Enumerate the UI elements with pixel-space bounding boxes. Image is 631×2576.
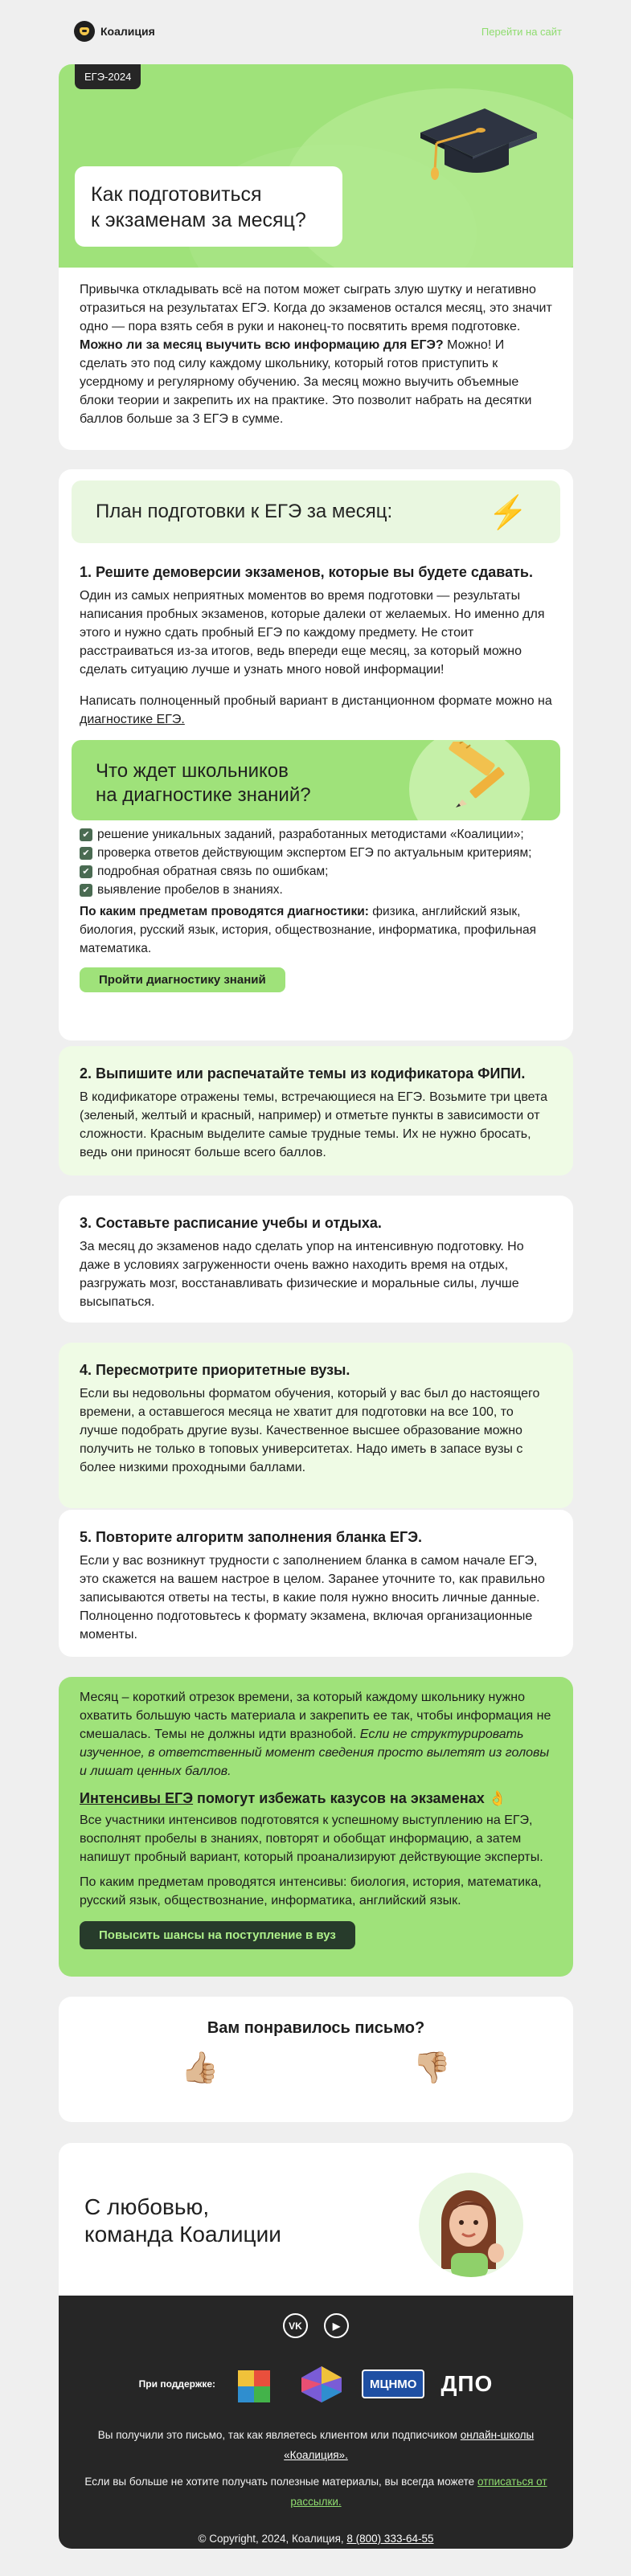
- list-item: ✔ выявление пробелов в знаниях.: [80, 881, 552, 899]
- koala-logo-icon: [74, 21, 95, 42]
- step4-card: [59, 1343, 573, 1508]
- footer: [59, 2296, 573, 2549]
- intensive-text: Все участники интенсивов подготовятся к успешному выступлению на ЕГЭ, восполнят пробелы в знаниях, повторят и обобщат информацию, а затем напишут пробный вариант, который проанализируют действующие эксперты. По каким предметам проводятся интенсивы: биология, история, математика, русский язык, обществознание, информатика, английский язык.: [80, 1813, 543, 1907]
- thumbs-up-icon[interactable]: 👍🏼: [181, 2051, 219, 2085]
- email-header: [0, 0, 631, 63]
- partner-cube-logo-icon: [233, 2364, 281, 2404]
- hero-banner: [59, 64, 573, 268]
- diagnostics-subjects: По каким предметам проводятся диагностики: физика, английский язык, биология, русский язык, история, обществознание, информатика, профильная математика.: [80, 905, 536, 955]
- take-diagnostics-button[interactable]: Пройти диагностику знаний: [80, 967, 285, 992]
- go-to-site-link[interactable]: Перейти на сайт: [481, 25, 562, 38]
- girl-avatar-icon: [419, 2173, 523, 2277]
- diagnostics-link[interactable]: диагностике ЕГЭ.: [80, 713, 185, 726]
- step3-title: 3. Составьте расписание учебы и отдыха.: [80, 1215, 382, 1231]
- list-item: ✔ подробная обратная связь по ошибкам;: [80, 862, 552, 881]
- intro-paragraph: Привычка откладывать всё на потом может сыграть злую шутку и негативно отразиться на результатах ЕГЭ. Когда до экзаменов остался месяц, это значит одно — пора взять себя в руки и наконец-то посвятить время подготовке.: [80, 283, 552, 333]
- step2-title: 2. Выпишите или распечатайте темы из кодификатора ФИПИ.: [80, 1065, 526, 1082]
- dpo-logo: ДПО: [440, 2371, 494, 2396]
- step3-card: [59, 1196, 573, 1323]
- thumbs-down-icon[interactable]: 👎🏼: [412, 2051, 451, 2085]
- feedback-card: [59, 1997, 573, 2122]
- lightning-icon: ⚡: [488, 494, 528, 530]
- intensive-heading: Интенсивы ЕГЭ помогут избежать казусов на экзаменах 👌: [80, 1790, 507, 1806]
- step1-text: Один из самых неприятных моментов во время подготовки — результаты написания пробных экзаменов, которые далеки от желаемых. Но именно для этого и нужно сдать пробный ЕГЭ по каждому предмету. Не стоит расстраиваться из-за итогов, ведь впереди еще месяц, за который можно сделать ситуацию лучше и узнать много новой информации! Написать полноценный пробный вариант в дистанционном формате можно на диагностике ЕГЭ.: [80, 589, 552, 726]
- unsubscribe-link[interactable]: отписаться от рассылки.: [290, 2476, 547, 2508]
- vk-icon[interactable]: VK: [283, 2313, 308, 2338]
- signature-card: [59, 2143, 573, 2296]
- footer-notice: Вы получили это письмо, так как являетесь клиентом или подписчиком онлайн-школы «Коалиция». Если вы больше не хотите получать полезные материалы, вы всегда можете отписаться от рассылки.: [84, 2429, 547, 2508]
- exam-badge: ЕГЭ-2024: [75, 64, 141, 89]
- intensive-card: [59, 1677, 573, 1977]
- diagnostics-title-2: на диагностике знаний?: [96, 784, 311, 806]
- step2-text: В кодификаторе отражены темы, встречающиеся на ЕГЭ. Возьмите три цвета (зеленый, желтый и красный, например) и отметьте пункты в зависимости от сложности. Красным выделите самые трудные темы. Их не нужно бросать, ведь они приносят больше всего баллов.: [80, 1090, 548, 1159]
- intensive-link[interactable]: Интенсивы ЕГЭ: [80, 1790, 194, 1806]
- copyright: © Copyright, 2024, Коалиция, 8 (800) 333-64-55: [198, 2533, 434, 2545]
- graduation-cap-icon: [412, 88, 541, 185]
- partner-gem-logo-icon: [297, 2364, 346, 2404]
- step4-text: Если вы недовольны форматом обучения, который у вас был до настоящего времени, а оставшегося месяца не хватит для подготовки на все 100, то лучше подобрать другие вузы. Качественное высшее образование можно получить не только в топовых университетах. Надо иметь в запасе вузы с более низкими проходными баллами.: [80, 1387, 540, 1474]
- phone-link[interactable]: 8 (800) 333-64-55: [346, 2533, 434, 2545]
- mcnmo-logo: МЦНМО: [362, 2370, 424, 2398]
- intro-text: [59, 268, 573, 428]
- avatar: [419, 2173, 523, 2277]
- diagnostics-benefits-list: [59, 825, 573, 899]
- step5-title: 5. Повторите алгоритм заполнения бланка ЕГЭ.: [80, 1529, 423, 1545]
- intro-card: [59, 64, 573, 450]
- list-item: ✔ решение уникальных заданий, разработанных методистами «Коалиции»;: [80, 825, 552, 844]
- diagnostics-title-1: Что ждет школьников: [96, 760, 289, 782]
- step1-title: 1. Решите демоверсии экзаменов, которые вы будете сдавать.: [80, 564, 534, 580]
- partners-row: [59, 2364, 573, 2404]
- school-link[interactable]: онлайн-школы «Коалиция».: [284, 2429, 535, 2461]
- step4-title: 4. Пересмотрите приоритетные вузы.: [80, 1362, 350, 1378]
- list-item: ✔ проверка ответов действующим экспертом ЕГЭ по актуальным критериям;: [80, 844, 552, 862]
- youtube-icon[interactable]: ▶: [324, 2313, 349, 2338]
- step3-text: За месяц до экзаменов надо сделать упор на интенсивную подготовку. Но даже в условиях загруженности очень важно находить время на отдых, разгружать мозг, восстанавливать физические и моральные силы, лучше высыпаться.: [80, 1240, 524, 1309]
- intensive-intro: Месяц – короткий отрезок времени, за который каждому школьнику нужно охватить большую часть материала и закрепить ее так, чтобы информация не смешалась. Темы не должны идти вразнобой. Если не структурировать изученное, в ответственный момент сведения просто вылетят из головы и лишат ценных баллов.: [80, 1691, 551, 1778]
- plan-heading-box: [72, 480, 560, 543]
- hero-title: Как подготовиться к экзаменам за месяц?: [75, 166, 342, 247]
- boost-chances-button[interactable]: Повысить шансы на поступление в вуз: [80, 1921, 355, 1949]
- step5-card: [59, 1510, 573, 1657]
- diagnostics-banner: [72, 740, 560, 820]
- step2-card: [59, 1046, 573, 1176]
- logo[interactable]: [74, 21, 155, 42]
- plan-card: [59, 469, 573, 1041]
- signature-text: С любовью, команда Коалиции: [84, 2194, 281, 2247]
- plan-title: План подготовки к ЕГЭ за месяц:: [96, 501, 393, 522]
- logo-text: Коалиция: [100, 25, 155, 38]
- social-links: [59, 2313, 573, 2338]
- support-label: При поддержке:: [138, 2378, 216, 2390]
- step5-text: Если у вас возникнут трудности с заполнением бланка в самом начале ЕГЭ, это скажется на вашем настрое в целом. Заранее уточните то, как правильно записываются ответы на тесты, в какие поля нужно вносить личные данные. Полноценно подготовьтесь к формату экзамена, включая организационные моменты.: [80, 1554, 545, 1642]
- feedback-question: Вам понравилось письмо?: [207, 2019, 425, 2037]
- intro-question-paragraph: Можно ли за месяц выучить всю информацию для ЕГЭ? Можно! И сделать это под силу каждому школьнику, который готов приступить к усердному и регулярному обучению. За месяц можно выучить объемные блоки теории и закрепить их на практике. Это позволит набрать на десятки баллов больше за 3 ЕГЭ в сумме.: [80, 338, 532, 426]
